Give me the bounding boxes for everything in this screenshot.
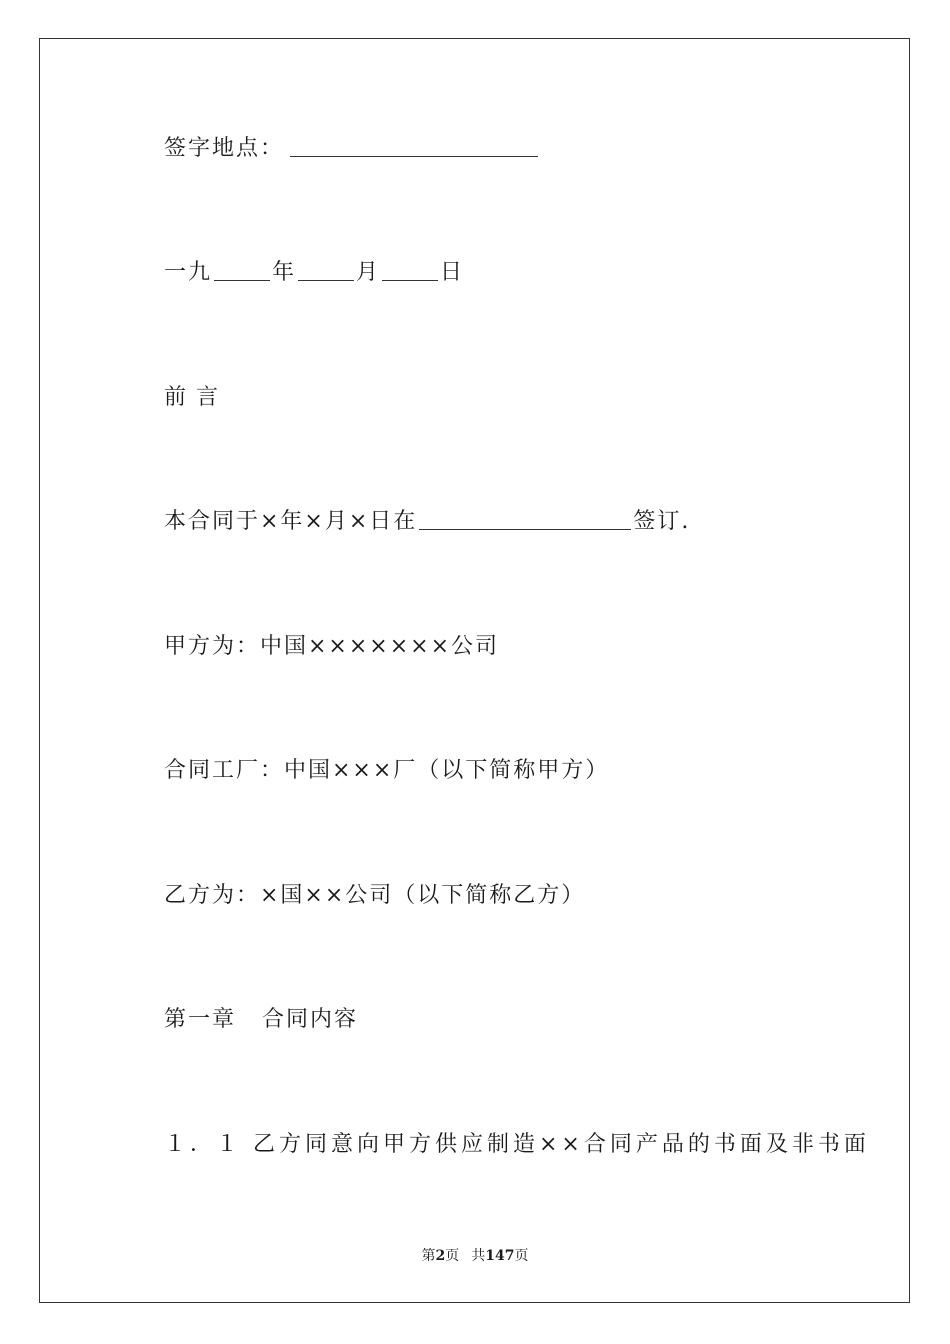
- preface-heading: 前言: [164, 385, 229, 410]
- sign-location-blank: [419, 507, 631, 530]
- footer-page-suffix: 页: [445, 1248, 460, 1264]
- clause-1-1: １．１ 乙方同意向甲方供应制造××合同产品的书面及非书面: [164, 1132, 870, 1157]
- day-blank: [382, 258, 438, 281]
- sign-sentence-pre: 本合同于×年×月×日在: [164, 509, 418, 534]
- sign-sentence: [164, 507, 690, 537]
- party-b-line: 乙方为：×国××公司（以下简称乙方）: [164, 883, 586, 908]
- chapter-title: 合同内容: [262, 1007, 359, 1032]
- footer-total-pages: 147: [485, 1248, 515, 1264]
- footer-total-prefix: 共: [471, 1248, 486, 1264]
- date-month-label: 月: [356, 260, 381, 285]
- chapter-label: 第一章: [164, 1007, 237, 1032]
- date-line: [164, 258, 464, 288]
- sign-sentence-post: 签订.: [633, 509, 691, 534]
- contract-factory-line: 合同工厂：中国×××厂（以下简称甲方）: [164, 758, 610, 783]
- footer-page-number: 2: [435, 1248, 446, 1264]
- date-prefix: 一九: [164, 260, 213, 285]
- page-footer: [0, 1247, 950, 1265]
- chapter-heading: [164, 1005, 358, 1035]
- date-year-label: 年: [272, 260, 297, 285]
- sign-place-line: [164, 134, 538, 164]
- page-border: [39, 38, 910, 1303]
- footer-total-suffix: 页: [514, 1248, 529, 1264]
- sign-place-blank: [290, 134, 538, 157]
- date-day-label: 日: [440, 260, 465, 285]
- footer-page-prefix: 第: [421, 1248, 436, 1264]
- month-blank: [298, 258, 354, 281]
- party-a-line: 甲方为：中国×××××××公司: [164, 634, 500, 659]
- sign-place-label: 签字地点：: [164, 136, 285, 161]
- year-blank: [214, 258, 270, 281]
